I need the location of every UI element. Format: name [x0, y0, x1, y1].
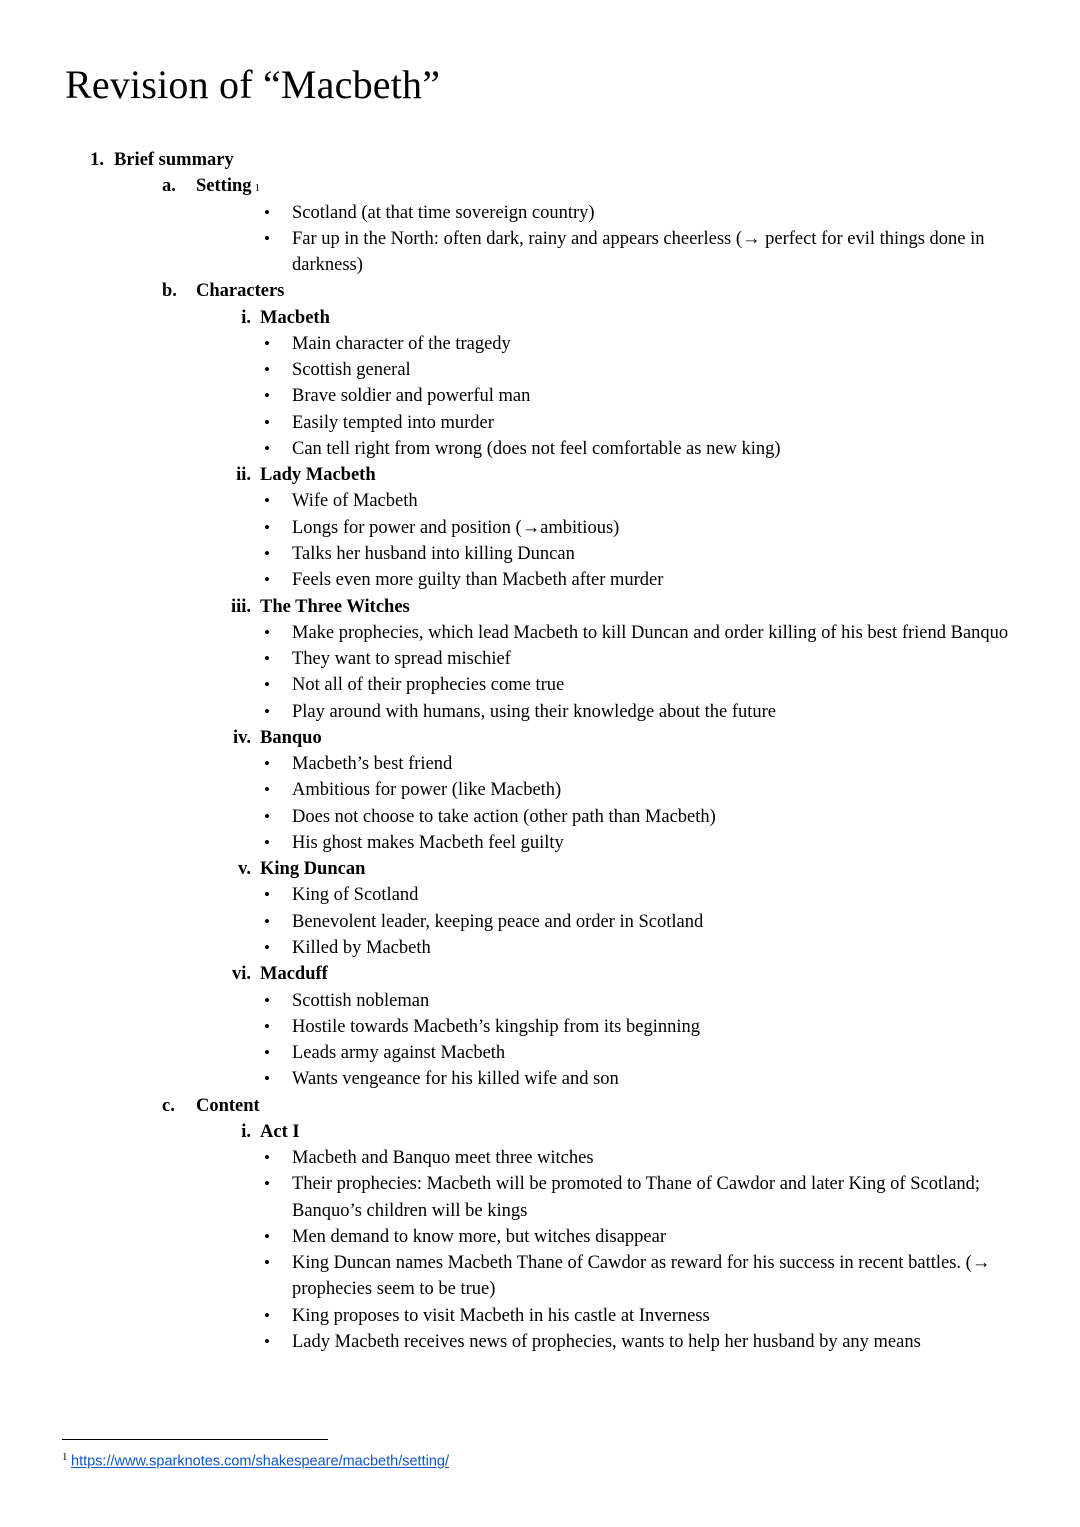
- bullet-icon: •: [264, 649, 270, 669]
- list-marker: i.: [241, 1121, 251, 1142]
- list-item-text: Does not choose to take action (other path than Macbeth): [292, 806, 716, 827]
- bullet-icon: •: [264, 911, 270, 931]
- bullet-icon: •: [264, 990, 270, 1010]
- list-item-text: Scotland (at that time sovereign country): [292, 202, 595, 223]
- bullet-icon: •: [264, 622, 270, 642]
- list-item-text: Leads army against Macbeth: [292, 1043, 506, 1064]
- list-item-text: Play around with humans, using their knowledge about the future: [292, 701, 776, 722]
- list-item-text: Scottish general: [292, 360, 411, 381]
- list-item-text: Killed by Macbeth: [292, 937, 431, 958]
- list-item: [258, 1145, 1010, 1171]
- list-item-text: They want to spread mischief: [292, 649, 511, 670]
- bullet-icon: •: [264, 333, 270, 353]
- outline-item-level3: [220, 462, 1010, 488]
- outline-item-level1: [76, 147, 1010, 173]
- footnote: [62, 1451, 1002, 1471]
- bullet-icon: •: [264, 675, 270, 695]
- bullet-icon: •: [264, 202, 270, 222]
- list-marker: c.: [162, 1095, 175, 1116]
- list-item: [258, 200, 1010, 226]
- outline-item-level3: [220, 856, 1010, 882]
- bullet-icon: •: [264, 412, 270, 432]
- list-item: [258, 646, 1010, 672]
- bullet-icon: •: [264, 806, 270, 826]
- list-marker: iv.: [233, 727, 251, 748]
- list-item-text: Feels even more guilty than Macbeth after murder: [292, 570, 664, 591]
- list-item: [258, 1066, 1010, 1092]
- list-marker: vi.: [231, 964, 251, 985]
- list-item: [258, 488, 1010, 514]
- list-item: [258, 1171, 1010, 1224]
- outline-item-text: The Three Witches: [260, 596, 410, 617]
- bullet-icon: •: [264, 360, 270, 380]
- outline-item-level3: [220, 961, 1010, 987]
- list-item: [258, 1329, 1010, 1355]
- list-item-text: Wife of Macbeth: [292, 491, 418, 512]
- list-item: [258, 515, 1010, 541]
- list-item-text: Wants vengeance for his killed wife and son: [292, 1069, 619, 1090]
- bullet-icon: •: [264, 517, 270, 537]
- list-item: [258, 672, 1010, 698]
- list-item-text: Easily tempted into murder: [292, 412, 494, 433]
- outline-item-level3: [220, 1119, 1010, 1145]
- bullet-icon: •: [264, 1174, 270, 1194]
- list-marker: ii.: [236, 465, 251, 486]
- outline-item-text: Macduff: [260, 964, 328, 985]
- list-item: [258, 357, 1010, 383]
- list-marker: a.: [162, 176, 176, 197]
- bullet-icon: •: [264, 1331, 270, 1351]
- list-item: [258, 331, 1010, 357]
- footnote-number: 1: [62, 1451, 68, 1464]
- bullet-icon: •: [264, 701, 270, 721]
- outline-item-text: Lady Macbeth: [260, 465, 376, 486]
- list-item-text: Their prophecies: Macbeth will be promoted to Thane of Cawdor and later King of Scotland; Banquo’s children will be kings: [292, 1174, 981, 1221]
- list-marker: v.: [238, 859, 251, 880]
- bullet-icon: •: [264, 754, 270, 774]
- list-item: [258, 699, 1010, 725]
- list-item-text: Scottish nobleman: [292, 990, 430, 1011]
- list-marker: 1.: [90, 150, 104, 170]
- list-item-text: Far up in the North: often dark, rainy and appears cheerless (→ perfect for evil things done in darkness): [292, 228, 985, 276]
- list-item-text: King of Scotland: [292, 885, 419, 906]
- list-item-text: Main character of the tragedy: [292, 333, 511, 354]
- list-item-text: King proposes to visit Macbeth in his castle at Inverness: [292, 1305, 710, 1326]
- outline-item-text: Setting: [196, 176, 252, 197]
- footnote-separator: [62, 1439, 328, 1440]
- list-item: [258, 909, 1010, 935]
- bullet-icon: •: [264, 1069, 270, 1089]
- outline-item-text: King Duncan: [260, 859, 366, 880]
- bullet-icon: •: [264, 937, 270, 957]
- list-marker: i.: [241, 307, 251, 328]
- bullet-icon: •: [264, 228, 270, 248]
- outline-item-text: Brief summary: [114, 150, 234, 170]
- list-item-text: Hostile towards Macbeth’s kingship from its beginning: [292, 1016, 700, 1037]
- bullet-icon: •: [264, 1148, 270, 1168]
- bullet-icon: •: [264, 1043, 270, 1063]
- bullet-icon: •: [264, 570, 270, 590]
- outline-item-text: Act I: [260, 1121, 300, 1142]
- bullet-icon: •: [264, 885, 270, 905]
- bullet-icon: •: [264, 1305, 270, 1325]
- list-item-text: Lady Macbeth receives news of prophecies, wants to help her husband by any means: [292, 1331, 921, 1352]
- outline-item-level3: [220, 725, 1010, 751]
- list-item: [258, 1250, 1010, 1303]
- outline-item-level2: [162, 1093, 1010, 1119]
- bullet-icon: •: [264, 543, 270, 563]
- list-item: [258, 882, 1010, 908]
- list-item: [258, 410, 1010, 436]
- list-item-text: His ghost makes Macbeth feel guilty: [292, 832, 564, 853]
- list-marker: iii.: [230, 596, 251, 617]
- list-item-text: Can tell right from wrong (does not feel comfortable as new king): [292, 438, 781, 459]
- bullet-icon: •: [264, 1226, 270, 1246]
- list-marker: b.: [162, 281, 177, 302]
- footnote-area: [62, 1439, 1002, 1471]
- bullet-icon: •: [264, 780, 270, 800]
- list-item: [258, 620, 1010, 646]
- list-item: [258, 1040, 1010, 1066]
- list-item: [258, 541, 1010, 567]
- list-item: [258, 1014, 1010, 1040]
- list-item-text: Men demand to know more, but witches disappear: [292, 1226, 667, 1247]
- bullet-icon: •: [264, 1253, 270, 1273]
- outline-item-level2: [162, 278, 1010, 304]
- outline-item-level2: [162, 173, 1010, 199]
- list-item: [258, 1303, 1010, 1329]
- outline-item-text: Content: [196, 1095, 260, 1116]
- outline-item-level3: [220, 305, 1010, 331]
- list-item: [258, 830, 1010, 856]
- outline-item-text: Macbeth: [260, 307, 330, 328]
- list-item: [258, 751, 1010, 777]
- bullet-icon: •: [264, 438, 270, 458]
- list-item-text: Macbeth and Banquo meet three witches: [292, 1148, 594, 1169]
- list-item: [258, 567, 1010, 593]
- list-item-text: Macbeth’s best friend: [292, 754, 453, 775]
- outline-item-level3: [220, 594, 1010, 620]
- list-item: [258, 804, 1010, 830]
- bullet-icon: •: [264, 832, 270, 852]
- list-item-text: Benevolent leader, keeping peace and order in Scotland: [292, 911, 704, 932]
- bullet-icon: •: [264, 386, 270, 406]
- page-title: Revision of “Macbeth”: [65, 62, 441, 107]
- list-item: [258, 777, 1010, 803]
- list-item-text: Not all of their prophecies come true: [292, 675, 565, 696]
- bullet-icon: •: [264, 1016, 270, 1036]
- list-item-text: Longs for power and position (→ambitious): [292, 517, 620, 538]
- outline-item-text: Characters: [196, 281, 285, 302]
- footnote-link[interactable]: https://www.sparknotes.com/shakespeare/macbeth/setting/: [71, 1454, 449, 1470]
- list-item: [258, 383, 1010, 409]
- list-item-text: Brave soldier and powerful man: [292, 386, 531, 407]
- outline-list: [62, 147, 1010, 1355]
- footnote-reference[interactable]: 1: [254, 182, 260, 195]
- list-item: [258, 935, 1010, 961]
- list-item-text: Ambitious for power (like Macbeth): [292, 780, 562, 801]
- outline-item-text: Banquo: [260, 727, 322, 748]
- list-item-text: Talks her husband into killing Duncan: [292, 543, 575, 564]
- list-item-text: King Duncan names Macbeth Thane of Cawdor as reward for his success in recent battles. (→ prophecies seem to be true): [292, 1253, 991, 1300]
- list-item-text: Make prophecies, which lead Macbeth to kill Duncan and order killing of his best friend Banquo: [292, 622, 1009, 643]
- list-item: [258, 1224, 1010, 1250]
- bullet-icon: •: [264, 491, 270, 511]
- list-item: [258, 988, 1010, 1014]
- list-item: [258, 436, 1010, 462]
- list-item: [258, 226, 1010, 279]
